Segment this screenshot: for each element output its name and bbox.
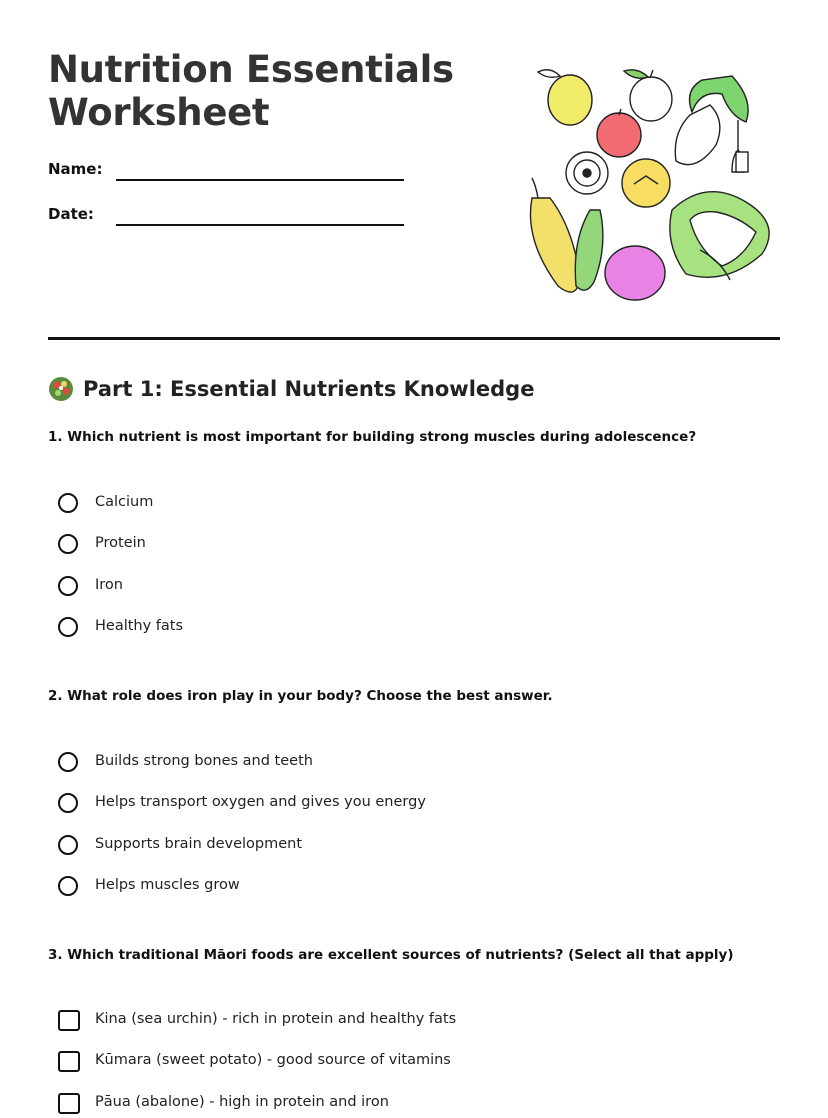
- name-field[interactable]: [48, 160, 408, 184]
- option-label: Supports brain development: [95, 836, 303, 852]
- title-line-1: Nutrition Essentials: [48, 48, 454, 91]
- name-label: Name:: [48, 160, 103, 178]
- q2-option-4[interactable]: [57, 875, 757, 901]
- radio-button[interactable]: [58, 835, 78, 855]
- q3-option-1[interactable]: [57, 1009, 757, 1035]
- title-line-2: Worksheet: [48, 91, 270, 134]
- radio-button[interactable]: [58, 617, 78, 637]
- option-label: Healthy fats: [95, 618, 184, 634]
- radio-button[interactable]: [58, 493, 78, 513]
- radio-button[interactable]: [58, 534, 78, 554]
- option-label: Helps muscles grow: [95, 877, 240, 893]
- radio-button[interactable]: [58, 752, 78, 772]
- radio-button[interactable]: [58, 576, 78, 596]
- question-3: 3. Which traditional Māori foods are excellent sources of nutrients? (Select all that apply): [48, 947, 734, 963]
- option-label: Pāua (abalone) - high in protein and iron: [95, 1094, 389, 1110]
- option-label: Helps transport oxygen and gives you energy: [95, 794, 426, 810]
- option-label: Kina (sea urchin) - rich in protein and healthy fats: [95, 1011, 457, 1027]
- q3-option-3[interactable]: [57, 1092, 757, 1118]
- checkbox[interactable]: [58, 1010, 80, 1031]
- q2-option-3[interactable]: [57, 834, 757, 860]
- worksheet-title: [48, 48, 454, 134]
- section-divider: [48, 337, 780, 340]
- fruits-and-vegetables-icon: [520, 60, 770, 310]
- q2-option-1[interactable]: [57, 751, 757, 777]
- date-field[interactable]: [48, 205, 408, 229]
- radio-button[interactable]: [58, 876, 78, 896]
- date-label: Date:: [48, 205, 94, 223]
- option-label: Builds strong bones and teeth: [95, 753, 313, 769]
- option-label: Iron: [95, 577, 123, 593]
- q2-option-2[interactable]: [57, 792, 757, 818]
- radio-button[interactable]: [58, 793, 78, 813]
- q1-option-2[interactable]: [57, 533, 757, 559]
- salad-bowl-icon: [48, 376, 74, 402]
- option-label: Calcium: [95, 494, 154, 510]
- q1-option-1[interactable]: [57, 492, 757, 518]
- part1-title: Part 1: Essential Nutrients Knowledge: [83, 377, 535, 401]
- checkbox[interactable]: [58, 1051, 80, 1072]
- question-2: 2. What role does iron play in your body? Choose the best answer.: [48, 688, 553, 704]
- q1-option-3[interactable]: [57, 575, 757, 601]
- date-line[interactable]: [116, 224, 404, 226]
- name-line[interactable]: [116, 179, 404, 181]
- option-label: Protein: [95, 535, 146, 551]
- question-1: 1. Which nutrient is most important for building strong muscles during adolescence?: [48, 429, 697, 445]
- checkbox[interactable]: [58, 1093, 80, 1114]
- option-label: Kūmara (sweet potato) - good source of vitamins: [95, 1052, 451, 1068]
- q1-option-4[interactable]: [57, 616, 757, 642]
- q3-option-2[interactable]: [57, 1050, 757, 1076]
